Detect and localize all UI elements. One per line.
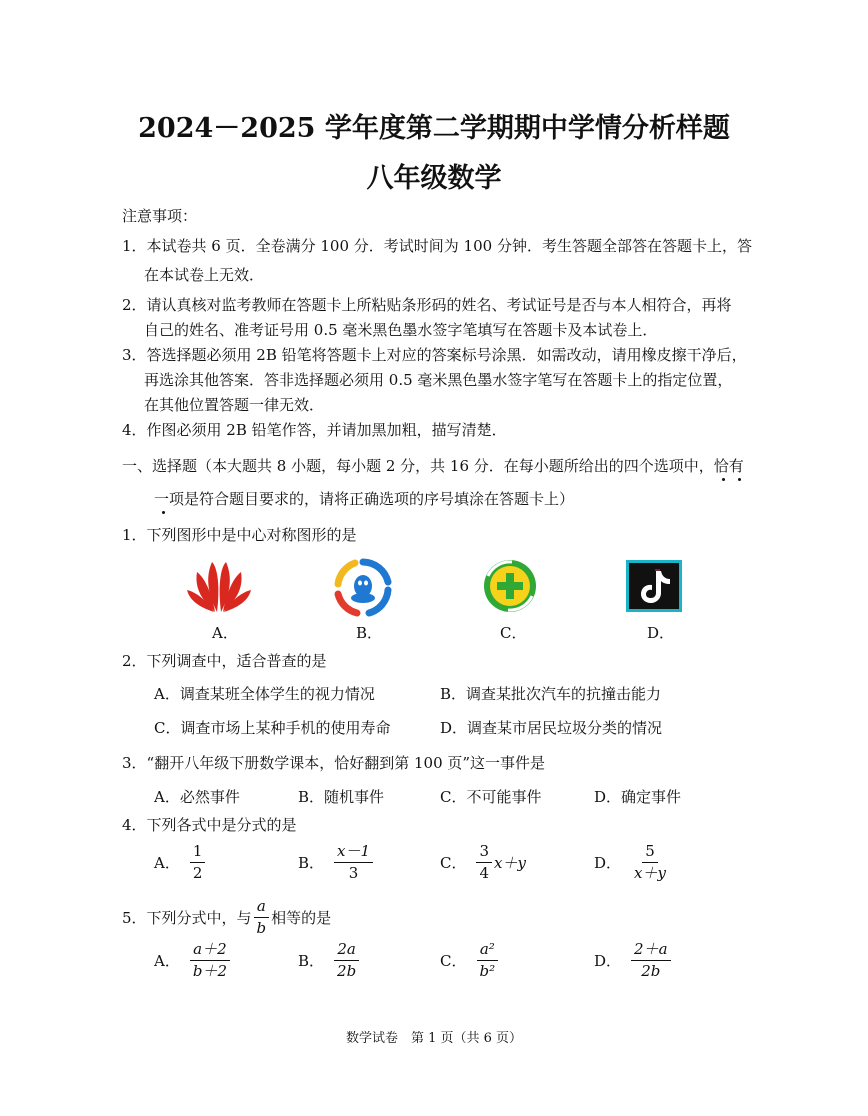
q3-option-a: A．必然事件: [154, 788, 240, 806]
fraction: [334, 941, 359, 980]
numerator: a＋2: [190, 941, 230, 961]
q2-option-b: B．调查某批次汽车的抗撞击能力: [440, 685, 662, 703]
option-label: C．: [440, 854, 467, 872]
numerator: 1: [190, 843, 206, 863]
notice-item-3-line1: 3．答选择题必须用 2B 铅笔将答题卡上对应的答案标号涂黑．如需改动，请用橡皮擦干净后，: [122, 346, 747, 364]
denominator: 2: [192, 864, 203, 882]
q1-option-label-c: C．: [500, 624, 527, 642]
page-subtitle: 八年级数学: [366, 163, 502, 194]
q1-stem: 1．下列图形中是中心对称图形的是: [122, 526, 357, 544]
denominator: x＋y: [634, 864, 666, 882]
denominator: b²: [479, 962, 496, 980]
q4-option-b: [298, 843, 375, 882]
q4-option-d: [594, 843, 671, 882]
section1-instruction-line2: 一项是符合题目要求的，请将正确选项的序号填涂在答题卡上）: [154, 490, 575, 508]
notice-item-3-line2: 再选涂其他答案．答非选择题必须用 0.5 毫米黑色墨水签字笔写在答题卡上的指定位置，: [144, 371, 733, 389]
q5-option-b: [298, 941, 361, 980]
denominator: 2b: [641, 962, 661, 980]
section1-instruction-line1: 一、选择题（本大题共 8 小题，每小题 2 分，共 16 分．在每小题所给出的四个选项中，恰有: [122, 457, 744, 475]
emphasis-dot: [162, 511, 165, 514]
page-footer: 数学试卷 第 1 页（共 6 页）: [345, 1031, 523, 1046]
q1-option-label-b: B．: [356, 624, 383, 642]
qq-browser-logo-icon: [333, 558, 393, 618]
emphasis-dot: [722, 478, 725, 481]
numerator: 2＋a: [631, 941, 671, 961]
q4-stem: 4．下列各式中是分式的是: [122, 816, 297, 834]
numerator: x－1: [334, 843, 373, 863]
q1-option-label-a: A．: [212, 624, 238, 642]
fraction: [476, 941, 498, 980]
q5-stem-post: 相等的是: [271, 909, 332, 927]
notice-item-2-line2: 自己的姓名、准考证号用 0.5 毫米黑色墨水签字笔填写在答题卡及本试卷上．: [144, 321, 658, 339]
q3-option-c: C．不可能事件: [440, 788, 542, 806]
fraction: [254, 898, 270, 937]
q5-stem-pre: 5．下列分式中，与: [122, 909, 252, 927]
notice-item-2-line1: 2．请认真核对监考教师在答题卡上所粘贴条形码的姓名、考试证号是否与本人相符合，再将: [122, 296, 732, 314]
fraction: [631, 843, 669, 882]
fraction: [190, 941, 230, 980]
q4-option-c: [440, 843, 526, 882]
numerator: 2a: [334, 941, 359, 961]
denominator: 4: [479, 864, 490, 882]
numerator: a²: [477, 941, 498, 961]
q3-option-b: B．随机事件: [298, 788, 385, 806]
fraction: [190, 843, 206, 882]
option-label: D．: [594, 854, 622, 872]
360-security-logo-icon: [482, 558, 538, 614]
numerator: 3: [476, 843, 492, 863]
notice-item-1-line1: 1．本试卷共 6 页．全卷满分 100 分．考试时间为 100 分钟．考生答题全部答在答题卡上，答: [122, 237, 752, 255]
q3-stem: 3．“翻开八年级下册数学课本，恰好翻到第 100 页”这一事件是: [122, 754, 546, 772]
denominator: b: [256, 919, 267, 937]
q2-option-a: A．调查某班全体学生的视力情况: [154, 685, 375, 703]
tiktok-logo-icon: [626, 560, 682, 612]
notice-item-4-line1: 4．作图必须用 2B 铅笔作答，并请加黑加粗，描写清楚．: [122, 421, 507, 439]
denominator: 2b: [337, 962, 357, 980]
numerator: 5: [642, 843, 658, 863]
huawei-logo-icon: [186, 558, 252, 614]
q2-option-c: C．调查市场上某种手机的使用寿命: [154, 719, 391, 737]
notice-item-3-line3: 在其他位置答题一律无效．: [144, 396, 325, 414]
notice-item-1-line2: 在本试卷上无效．: [144, 266, 265, 284]
q5-option-d: [594, 941, 673, 980]
q5-option-c: [440, 941, 500, 980]
q1-option-label-d: D．: [647, 624, 675, 642]
fraction: [476, 843, 492, 882]
fraction: [334, 843, 373, 882]
denominator: 3: [348, 864, 359, 882]
numerator: a: [254, 898, 269, 918]
denominator: b＋2: [192, 962, 227, 980]
q5-option-a: [154, 941, 232, 980]
option-label: A．: [154, 854, 180, 872]
expression-tail: x＋y: [494, 854, 526, 872]
q2-option-d: D．调查某市居民垃圾分类的情况: [440, 719, 663, 737]
q2-stem: 2．下列调查中，适合普查的是: [122, 652, 327, 670]
emphasis-dot: [738, 478, 741, 481]
option-label: B．: [298, 854, 325, 872]
q4-option-a: [154, 843, 207, 882]
q3-option-d: D．确定事件: [594, 788, 682, 806]
notice-heading: 注意事项：: [122, 207, 198, 225]
option-label: A．: [154, 952, 180, 970]
q5-stem: [122, 898, 331, 937]
option-label: D．: [594, 952, 622, 970]
fraction: [631, 941, 671, 980]
page-title: 2024－2025 学年度第二学期期中学情分析样题: [138, 113, 730, 144]
option-label: B．: [298, 952, 325, 970]
option-label: C．: [440, 952, 467, 970]
